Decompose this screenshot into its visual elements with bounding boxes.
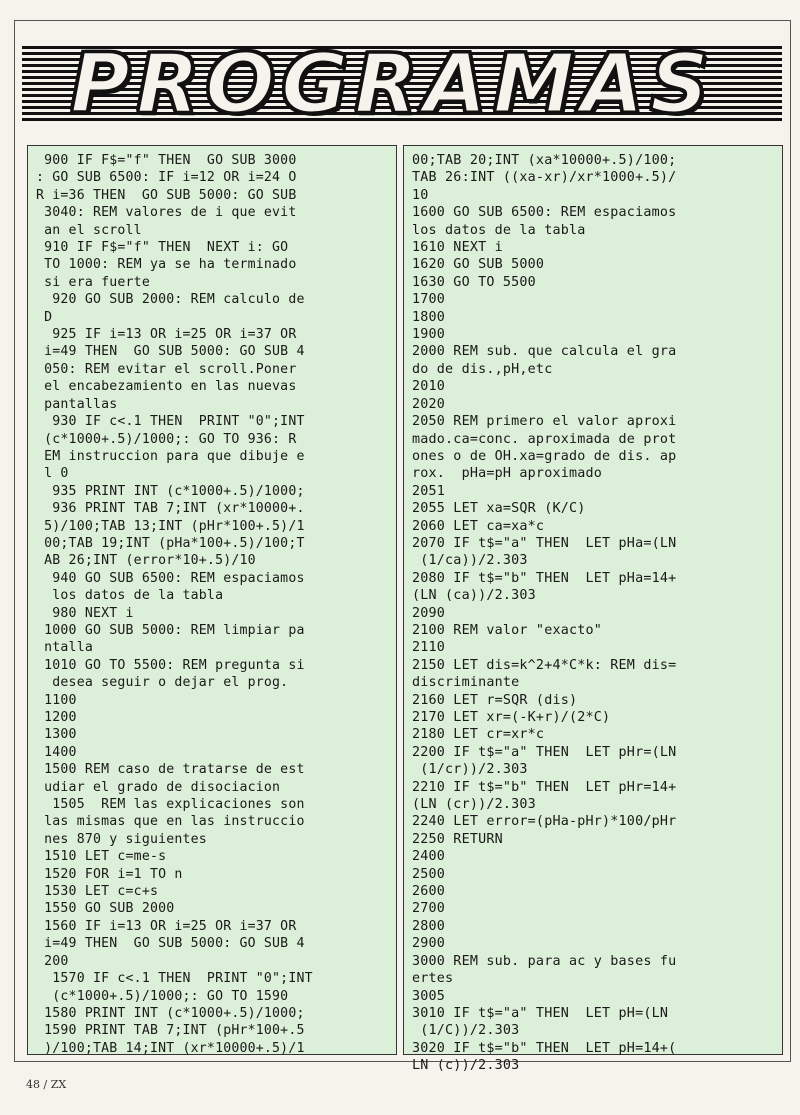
code-line: 2600 [412, 884, 446, 900]
code-line: 2080 IF t$="b" THEN LET pHa=14+ [412, 570, 677, 586]
code-line: rox. pHa=pH aproximado [412, 466, 603, 482]
code-line: 935 PRINT INT (c*1000+.5)/1000; [36, 483, 305, 499]
code-line: (LN (ca))/2.303 [412, 588, 536, 604]
code-line: 2110 [412, 640, 446, 656]
code-line: (1/C))/2.303 [412, 1023, 520, 1039]
code-line: desea seguir o dejar el prog. [36, 675, 289, 691]
code-line: 940 GO SUB 6500: REM espaciamos [36, 570, 305, 586]
code-line: 00;TAB 19;INT (pHa*100+.5)/100;T [36, 535, 305, 551]
code-line: 2240 LET error=(pHa-pHr)*100/pHr [412, 814, 677, 830]
code-line: 2170 LET xr=(-K+r)/(2*C) [412, 710, 611, 725]
code-line: 1900 [412, 327, 446, 343]
code-line: TO 1000: REM ya se ha terminado [36, 257, 297, 273]
code-line: (1/ca))/2.303 [412, 553, 528, 569]
code-line: l 0 [36, 466, 69, 482]
code-line: 925 IF i=13 OR i=25 OR i=37 OR [36, 327, 297, 343]
code-line: 1630 GO TO 5500 [412, 274, 536, 290]
code-line: 1300 [36, 727, 77, 743]
code-line: LN (c))/2.303 [412, 1058, 520, 1074]
code-line: 2050 REM primero el valor aproxi [412, 414, 677, 430]
code-line: las mismas que en las instruccio [36, 814, 305, 830]
code-line: el encabezamiento en las nuevas [36, 379, 297, 395]
code-line: R i=36 THEN GO SUB 5000: GO SUB [36, 187, 297, 203]
code-line: 1505 REM las explicaciones son [36, 797, 305, 813]
code-line: (LN (cr))/2.303 [412, 797, 536, 813]
code-line: (c*1000+.5)/1000;: GO TO 936: R [36, 431, 297, 447]
code-line: 2055 LET xa=SQR (K/C) [412, 501, 586, 517]
code-line: 2100 REM valor "exacto" [412, 622, 603, 638]
code-line: 920 GO SUB 2000: REM calculo de [36, 292, 305, 308]
code-line: 2700 [412, 901, 446, 917]
code-line: ertes [412, 971, 454, 987]
code-line: 2250 RETURN [412, 831, 503, 847]
code-line: ones o de OH.xa=grado de dis. ap [412, 448, 677, 464]
code-line: los datos de la tabla [36, 588, 224, 604]
code-line: 3020 IF t$="b" THEN LET pH=14+( [412, 1040, 677, 1056]
code-line: 1700 [412, 292, 446, 308]
code-line: 2500 [412, 866, 446, 882]
code-line: udiar el grado de disociacion [36, 779, 281, 795]
code-line: 3010 IF t$="a" THEN LET pH=(LN [412, 1005, 669, 1021]
code-line: 2070 IF t$="a" THEN LET pHa=(LN [412, 535, 677, 551]
code-line: 2200 IF t$="a" THEN LET pHr=(LN [412, 744, 677, 760]
code-line: 5)/100;TAB 13;INT (pHr*100+.5)/1 [36, 518, 305, 534]
code-line: 2020 [412, 396, 446, 412]
code-line: 2210 IF t$="b" THEN LET pHr=14+ [412, 779, 677, 795]
code-line: 1590 PRINT TAB 7;INT (pHr*100+.5 [36, 1023, 305, 1039]
code-line: 2090 [412, 605, 446, 621]
code-line: 910 IF F$="f" THEN NEXT i: GO [36, 240, 289, 256]
code-line: 1560 IF i=13 OR i=25 OR i=37 OR [36, 918, 297, 934]
code-line: 1200 [36, 710, 77, 725]
code-line: 3000 REM sub. para ac y bases fu [412, 953, 677, 969]
code-line: 2160 LET r=SQR (dis) [412, 692, 578, 708]
code-line: 1570 IF c<.1 THEN PRINT "0";INT [36, 971, 313, 987]
code-line: 1610 NEXT i [412, 240, 503, 256]
code-line: an el scroll [36, 222, 142, 238]
code-line: 930 IF c<.1 THEN PRINT "0";INT [36, 414, 305, 430]
code-line: 2060 LET ca=xa*c [412, 518, 545, 534]
code-line: do de dis.,pH,etc [412, 361, 553, 377]
code-line: 1510 LET c=me-s [36, 849, 167, 865]
code-line: (c*1000+.5)/1000;: GO TO 1590 [36, 988, 289, 1004]
code-line: 900 IF F$="f" THEN GO SUB 3000 [36, 153, 297, 168]
code-line: si era fuerte [36, 274, 150, 290]
code-line: 1400 [36, 744, 77, 760]
code-line: EM instruccion para que dibuje e [36, 448, 305, 464]
code-line: 1530 LET c=c+s [36, 884, 159, 900]
code-column-right [403, 145, 783, 1074]
code-line: 2000 REM sub. que calcula el gra [412, 344, 677, 360]
code-line: 2010 [412, 379, 446, 395]
code-line: : GO SUB 6500: IF i=12 OR i=24 O [36, 170, 297, 186]
code-line: AB 26;INT (error*10+.5)/10 [36, 553, 256, 569]
code-line: 1100 [36, 692, 77, 708]
code-line: 00;TAB 20;INT (xa*10000+.5)/100; [412, 153, 677, 168]
code-line: 2800 [412, 918, 446, 934]
code-line: pantallas [36, 396, 118, 412]
code-line: 1550 GO SUB 2000 [36, 901, 175, 917]
code-line: 2150 LET dis=k^2+4*C*k: REM dis= [412, 657, 677, 673]
code-line: 2900 [412, 936, 446, 952]
code-line: ntalla [36, 640, 93, 656]
code-line: )/100;TAB 14;INT (xr*10000+.5)/1 [36, 1040, 305, 1056]
code-line: 2180 LET cr=xr*c [412, 727, 545, 743]
code-line: 10 [412, 187, 429, 203]
code-line: nes 870 y siguientes [36, 831, 207, 847]
code-line: i=49 THEN GO SUB 5000: GO SUB 4 [36, 344, 305, 360]
code-line: 1520 FOR i=1 TO n [36, 866, 183, 882]
code-line: discriminante [412, 675, 520, 691]
code-line: 1500 REM caso de tratarse de est [36, 762, 305, 778]
code-line: 200 [36, 953, 69, 969]
code-line: TAB 26:INT ((xa-xr)/xr*1000+.5)/ [412, 170, 677, 186]
code-line: 3040: REM valores de i que evit [36, 205, 297, 221]
code-line: D [36, 309, 53, 325]
code-line: 3005 [412, 988, 446, 1004]
code-line: mado.ca=conc. aproximada de prot [412, 431, 677, 447]
code-line: 1000 GO SUB 5000: REM limpiar pa [36, 622, 305, 638]
code-line: 936 PRINT TAB 7;INT (xr*10000+. [36, 501, 305, 517]
page-title: PROGRAMAS [70, 37, 715, 132]
code-line: 1620 GO SUB 5000 [412, 257, 545, 273]
code-column-left [27, 145, 397, 1055]
code-line: 2400 [412, 849, 446, 865]
code-line: (1/cr))/2.303 [412, 762, 528, 778]
code-line: 2051 [412, 483, 446, 499]
code-line: 1600 GO SUB 6500: REM espaciamos [412, 205, 677, 221]
page-footer: 48 / ZX [26, 1078, 67, 1091]
code-line: 980 NEXT i [36, 605, 134, 621]
code-line: los datos de la tabla [412, 222, 586, 238]
code-line: 1580 PRINT INT (c*1000+.5)/1000; [36, 1005, 305, 1021]
code-line: 050: REM evitar el scroll.Poner [36, 361, 297, 377]
code-line: 1010 GO TO 5500: REM pregunta si [36, 657, 305, 673]
code-line: i=49 THEN GO SUB 5000: GO SUB 4 [36, 936, 305, 952]
code-line: 1800 [412, 309, 446, 325]
